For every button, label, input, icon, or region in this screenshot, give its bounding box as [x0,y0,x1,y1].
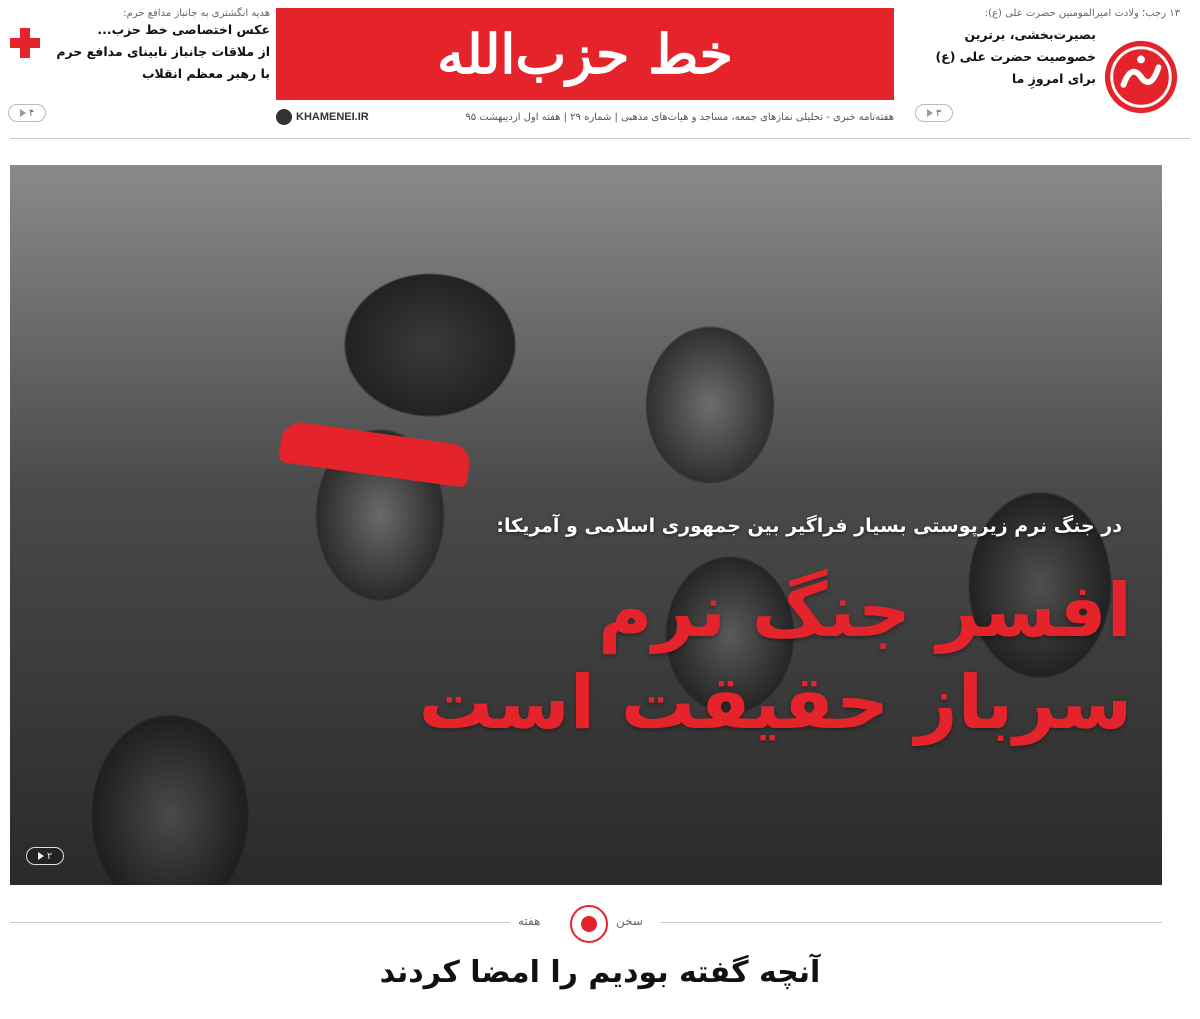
red-headband [278,420,472,488]
section-title[interactable]: آنچه گفته بودیم را امضا کردند [379,955,821,990]
right-teaser[interactable] [915,8,1180,133]
left-teaser-page-badge[interactable] [8,104,46,122]
section-label-right: سخن [616,914,643,928]
cover-headline [412,565,1132,749]
header-divider [10,138,1190,139]
right-teaser-line: بصیرت‌بخشی، برترین [964,27,1096,42]
page-number: ۳ [935,107,942,119]
left-teaser-line: از ملاقات جانباز نابینای مدافع حرم [56,44,270,59]
site-mark[interactable] [276,109,369,125]
masthead-subline [276,102,894,132]
masthead [276,8,894,100]
play-icon [20,109,26,117]
left-teaser[interactable] [8,8,270,133]
emblem-logo-icon [1102,38,1180,116]
page-number: ۲ [46,850,53,862]
site-emblem-icon [276,109,292,125]
right-teaser-line: خصوصیت حضرت علی (ع) [935,49,1096,64]
left-teaser-line: عکس اختصاصی خط حزب‌... [97,22,270,37]
play-icon [927,109,933,117]
site-name: KHAMENEI.IR [296,111,369,123]
cover-kicker: در جنگ نرم زیرپوستی بسیار فراگیر بین جمهوری اسلامی و آمریکا: [496,515,1122,537]
page-number: ۴ [28,107,35,119]
masthead-title: خط حزب‌الله [437,22,733,86]
right-teaser-kicker: ۱۳ رجب؛ ولادت امیرالمومنین حضرت علی (ع): [984,8,1180,19]
pen-badge-icon [570,905,608,943]
section-divider [10,905,1162,941]
header [0,0,1200,140]
cover-headline-line: افسر جنگ نرم [597,568,1132,654]
play-icon [38,852,44,860]
red-cross-icon [8,26,42,60]
cover-headline-line: سرباز حقیقت است [418,660,1132,746]
cover-photo[interactable] [10,165,1162,885]
left-teaser-line: با رهبر معظم انقلاب [142,66,270,81]
right-teaser-page-badge[interactable] [915,104,953,122]
right-teaser-line: برای امروزِ ما [1011,71,1096,86]
divider-line-left [10,922,510,923]
badge-dot [581,916,597,932]
section-label-left: هفته [518,914,541,928]
cover-page-badge[interactable] [26,847,64,865]
left-teaser-kicker: هدیه انگشتری به جانباز مدافع حرم: [123,8,270,19]
issue-line: هفته‌نامه خبری - تحلیلی نمازهای جمعه، مساجد و هیات‌های مذهبی | شماره ۲۹ | هفته اول اردیبهشت ۹۵ [465,111,894,123]
divider-line-right [660,922,1162,923]
